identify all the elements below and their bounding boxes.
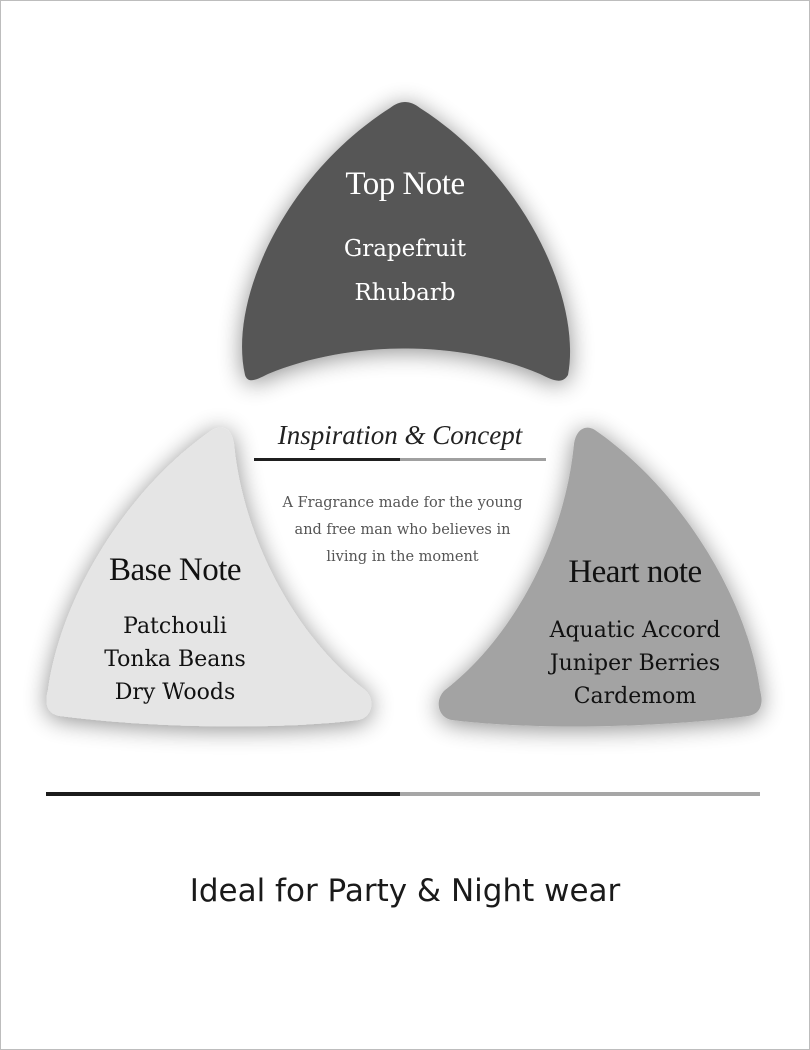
top-note-list bbox=[300, 227, 510, 315]
section-divider-dark bbox=[46, 792, 400, 796]
description-line: and free man who believes in bbox=[294, 522, 511, 538]
heart-note-item: Juniper Berries bbox=[549, 651, 721, 676]
base-note-list bbox=[80, 610, 270, 709]
inspiration-description bbox=[255, 490, 550, 571]
top-note-item: Rhubarb bbox=[354, 280, 456, 306]
heart-note-item: Cardemom bbox=[573, 684, 697, 709]
base-note-item: Tonka Beans bbox=[104, 647, 246, 672]
description-line: A Fragrance made for the young bbox=[282, 495, 523, 511]
heart-note-title: Heart note bbox=[568, 554, 702, 590]
occasion-tagline: Ideal for Party & Night wear bbox=[189, 873, 621, 909]
top-note-item: Grapefruit bbox=[343, 236, 467, 262]
base-note-title: Base Note bbox=[108, 552, 242, 588]
inspiration-divider-dark bbox=[254, 458, 400, 461]
base-note-item: Patchouli bbox=[123, 614, 227, 639]
base-note-item: Dry Woods bbox=[114, 680, 236, 705]
inspiration-divider-light bbox=[400, 458, 546, 461]
inspiration-title: Inspiration & Concept bbox=[277, 420, 523, 450]
section-divider-light bbox=[400, 792, 760, 796]
top-note-title: Top Note bbox=[345, 166, 465, 202]
heart-note-item: Aquatic Accord bbox=[549, 618, 721, 643]
heart-note-list bbox=[520, 614, 750, 713]
description-line: living in the moment bbox=[326, 549, 479, 565]
